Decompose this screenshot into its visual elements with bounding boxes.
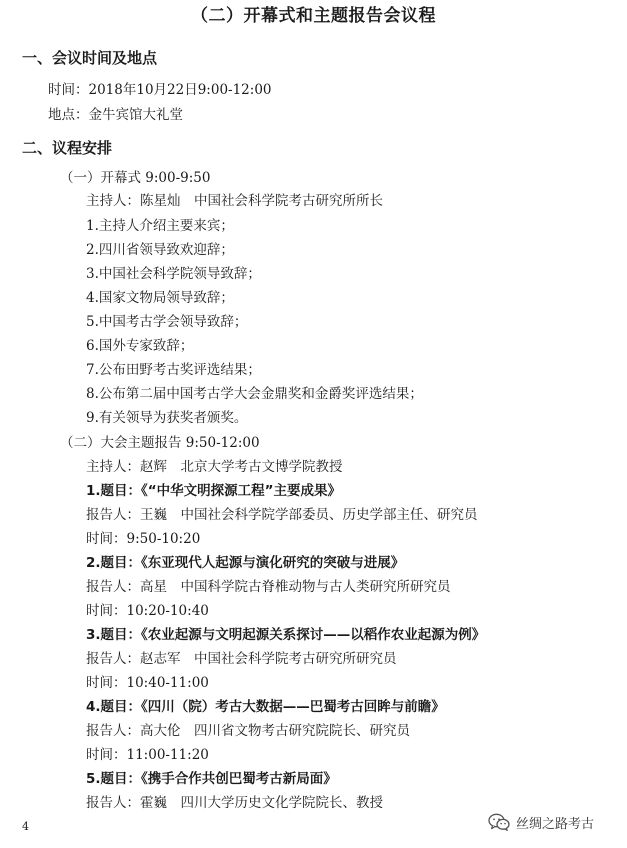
talk-time: 时间：10:40-11:00 xyxy=(86,675,209,691)
agenda-item: 7.公布田野考古奖评选结果； xyxy=(86,362,261,378)
talk-topic: 1.题目：《“中华文明探源工程”主要成果》 xyxy=(86,483,342,499)
talk-topic: 5.题目：《携手合作共创巴蜀考古新局面》 xyxy=(86,771,337,787)
opening-host: 主持人：陈星灿 中国社会科学院考古研究所所长 xyxy=(86,193,383,209)
agenda-item: 2.四川省领导致欢迎辞； xyxy=(86,242,234,258)
talk-speaker: 报告人：高星 中国科学院古脊椎动物与古人类研究所研究员 xyxy=(86,579,451,595)
talk-time: 时间：10:20-10:40 xyxy=(86,603,209,619)
footer-brand xyxy=(488,811,594,833)
talk-topic: 4.题目：《四川（院）考古大数据——巴蜀考古回眸与前瞻》 xyxy=(86,699,445,715)
talk-speaker: 报告人：王巍 中国社会科学院学部委员、历史学部主任、研究员 xyxy=(86,507,478,523)
talk-time: 时间：11:00-11:20 xyxy=(86,747,209,763)
talk-topic: 2.题目：《东亚现代人起源与演化研究的突破与进展》 xyxy=(86,555,405,571)
talk-speaker: 报告人：赵志军 中国社会科学院考古研究所研究员 xyxy=(86,651,397,667)
talk-speaker: 报告人：高大伦 四川省文物考古研究院院长、研究员 xyxy=(86,723,410,739)
meeting-time: 时间：2018年10月22日9:00-12:00 xyxy=(48,82,272,98)
agenda-item: 8.公布第二届中国考古学大会金鼎奖和金爵奖评选结果； xyxy=(86,386,423,402)
agenda-item: 4.国家文物局领导致辞； xyxy=(86,290,234,306)
talk-topic: 3.题目：《农业起源与文明起源关系探讨——以稻作农业起源为例》 xyxy=(86,627,486,643)
agenda-item: 1.主持人介绍主要来宾； xyxy=(86,218,234,234)
section-heading-meeting-info: 一、会议时间及地点 xyxy=(22,49,158,67)
meeting-place: 地点：金牛宾馆大礼堂 xyxy=(48,107,183,123)
keynote-host: 主持人：赵辉 北京大学考古文博学院教授 xyxy=(86,459,343,475)
section-heading-agenda: 二、议程安排 xyxy=(22,139,113,157)
footer-brand-name: 丝绸之路考古 xyxy=(516,816,595,832)
wechat-icon xyxy=(488,813,510,831)
agenda-item: 5.中国考古学会领导致辞； xyxy=(86,314,248,330)
talk-time: 时间：9:50-10:20 xyxy=(86,531,201,547)
agenda-item: 6.国外专家致辞； xyxy=(86,338,194,354)
opening-ceremony-heading: （一）开幕式 9:00-9:50 xyxy=(60,170,211,186)
talk-speaker: 报告人：霍巍 四川大学历史文化学院院长、教授 xyxy=(86,795,383,811)
page-title: （二）开幕式和主题报告会议程 xyxy=(191,6,436,26)
page-number: 4 xyxy=(22,820,29,833)
agenda-item: 3.中国社会科学院领导致辞； xyxy=(86,266,261,282)
agenda-item: 9.有关领导为获奖者颁奖。 xyxy=(86,410,248,426)
keynote-heading: （二）大会主题报告 9:50-12:00 xyxy=(60,435,260,451)
